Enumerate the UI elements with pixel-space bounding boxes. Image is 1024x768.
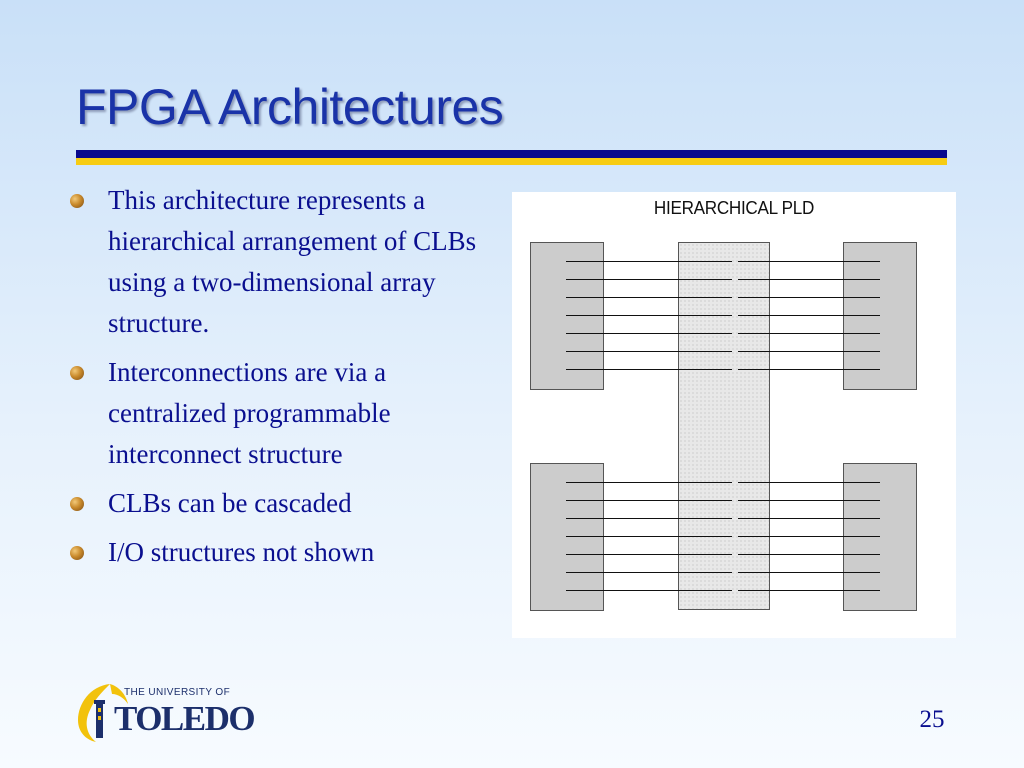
- title-rule-blue: [76, 150, 947, 158]
- clb-block-top-right: [843, 242, 917, 390]
- interconnect-wire-top-left: [566, 369, 732, 370]
- bullet-icon: [70, 497, 84, 511]
- clb-block-top-left: [530, 242, 604, 390]
- slide-title: FPGA Architectures: [76, 79, 504, 135]
- interconnect-wire-bottom-right: [738, 536, 880, 537]
- page-number: 25: [919, 706, 945, 733]
- interconnect-wire-top-left: [566, 279, 732, 280]
- interconnect-wire-bottom-left: [566, 518, 732, 519]
- interconnect-wire-bottom-right: [738, 572, 880, 573]
- interconnect-wire-bottom-left: [566, 500, 732, 501]
- interconnect-wire-top-left: [566, 261, 732, 262]
- bullet-icon: [70, 194, 84, 208]
- interconnect-wire-top-right: [738, 279, 880, 280]
- interconnect-wire-bottom-left: [566, 554, 732, 555]
- interconnect-wire-bottom-right: [738, 554, 880, 555]
- bullet-item: [70, 352, 510, 475]
- bullet-text: I/O structures not shown: [108, 537, 375, 567]
- interconnect-wire-top-left: [566, 333, 732, 334]
- bullet-text: CLBs can be cascaded: [108, 488, 352, 518]
- clb-block-bottom-right: [843, 463, 917, 611]
- interconnect-wire-top-right: [738, 333, 880, 334]
- hierarchical-pld-diagram: [512, 192, 956, 638]
- clb-block-bottom-left: [530, 463, 604, 611]
- bullet-icon: [70, 366, 84, 380]
- bullet-item: [70, 532, 510, 573]
- interconnect-wire-bottom-left: [566, 572, 732, 573]
- interconnect-wire-top-left: [566, 297, 732, 298]
- bullet-text: This architecture represents a hierarchical arrangement of CLBs using a two-dimensional array structure.: [108, 185, 477, 338]
- logo-university-of: THE UNIVERSITY OF: [124, 687, 231, 698]
- interconnect-wire-bottom-right: [738, 590, 880, 591]
- interconnect-wire-top-right: [738, 297, 880, 298]
- interconnect-wire-top-right: [738, 261, 880, 262]
- logo-toledo: TOLEDO: [114, 699, 255, 738]
- interconnect-wire-top-left: [566, 351, 732, 352]
- interconnect-wire-bottom-right: [738, 500, 880, 501]
- bullet-item: [70, 180, 510, 344]
- bullet-list: [70, 180, 510, 581]
- interconnect-wire-bottom-left: [566, 536, 732, 537]
- interconnect-wire-top-right: [738, 315, 880, 316]
- title-rule-gold: [76, 158, 947, 165]
- interconnect-wire-bottom-left: [566, 482, 732, 483]
- bullet-item: [70, 483, 510, 524]
- interconnect-wire-bottom-right: [738, 518, 880, 519]
- interconnect-wire-top-left: [566, 315, 732, 316]
- interconnect-wire-bottom-left: [566, 590, 732, 591]
- diagram-title: HIERARCHICAL PLD: [653, 198, 815, 218]
- interconnect-wire-top-right: [738, 351, 880, 352]
- interconnect-wire-top-right: [738, 369, 880, 370]
- university-logo: [72, 682, 255, 744]
- interconnect-wire-bottom-right: [738, 482, 880, 483]
- bullet-text: Interconnections are via a centralized programmable interconnect structure: [108, 357, 391, 469]
- bullet-icon: [70, 546, 84, 560]
